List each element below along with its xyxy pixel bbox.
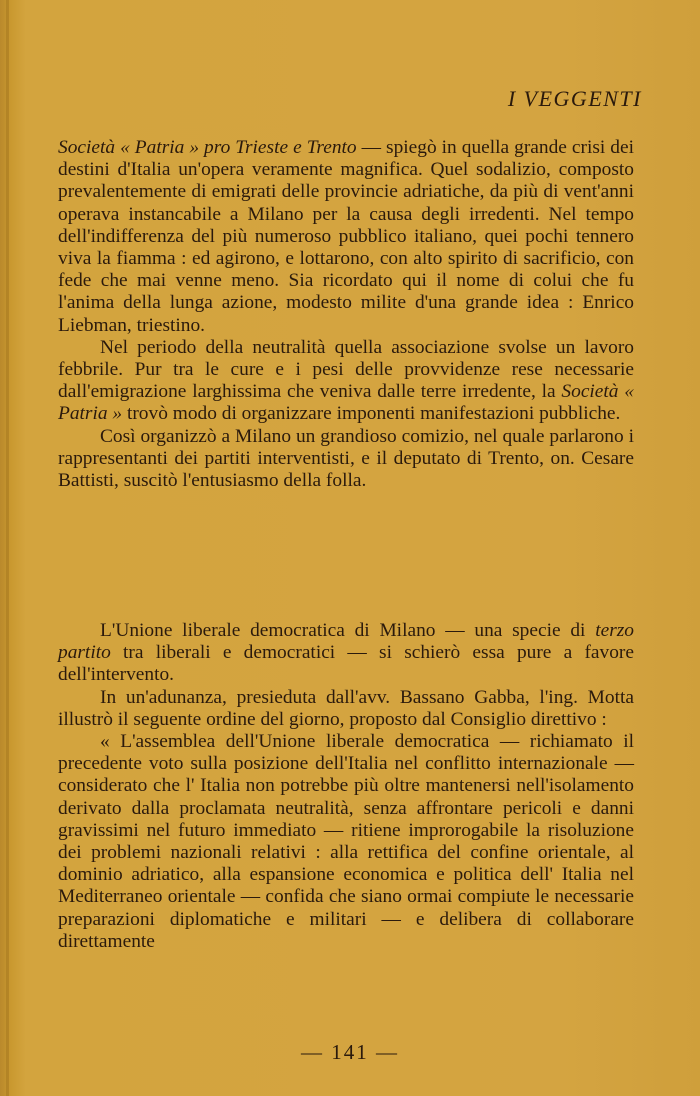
paragraph-unione [58,620,634,687]
paragraph-text: tra liberali e democratici — si schierò essa pure a favore dell'intervento. [58,642,634,686]
paragraph-comizio [58,426,634,493]
binding-gutter [6,0,9,1096]
text-block-patria [58,137,634,492]
paragraph-patria-intro [58,137,634,337]
paragraph-neutrality [58,337,634,426]
italic-terzo-partito: terzo partito [58,620,634,664]
paragraph-text: « L'assemblea dell'Unione liberale democratica — richiamato il precedente voto sulla posizione dell'Italia nel conflitto internazionale — considerato che l' Italia non potrebbe più oltre mantenersi nell'isolamento derivato dalla proclamata neutralità, senza affrontare pericoli e danni gravissimi nel futuro immediato — ritiene improrogabile la risoluzione dei problemi nazionali relativi : alla rettifica del confine orientale, al dominio adriatico, alla espansione economica e politica dell' Italia nel Mediterraneo orientale — confida che siano ormai compiute le necessarie preparazioni diplomatiche e militari — e delibera di collaborare direttamente [58,731,634,952]
text-block-unione [58,620,634,953]
paragraph-adunanza [58,687,634,731]
paragraph-text: — spiegò in quella grande crisi dei destini d'Italia un'opera veramente magnifica. Quel sodalizio, composto prevalentemente di emigrati delle provincie adriatiche, da più di vent'anni operava instancabile a Milano per la causa degli irredenti. Nel tempo dell'indifferenza del più numeroso pubblico italiano, quei pochi tennero viva la fiamma : ed agirono, e lottarono, con alto spirito di sacrificio, con fede che mai venne meno. Sia ricordato qui il nome di colui che fu l'anima della lunga azione, modesto milite d'una grande idea : Enrico Liebman, triestino. [58,137,634,336]
paragraph-text: Così organizzò a Milano un grandioso comizio, nel quale parlarono i rappresentanti dei partiti interventisti, e il deputato di Trento, on. Cesare Battisti, suscitò l'entusiasmo della folla. [58,425,634,492]
running-header: I VEGGENTI [507,86,642,111]
italic-society-name: Società « Patria » pro Trieste e Trento [58,137,357,158]
paragraph-text: In un'adunanza, presieduta dall'avv. Bassano Gabba, l'ing. Motta illustrò il seguente ordine del giorno, proposto dal Consiglio direttivo : [58,686,634,730]
paragraph-text: L'Unione liberale democratica di Milano — una specie di [100,620,596,641]
italic-society-name: Società « Patria » [58,381,634,425]
paragraph-ordine-del-giorno [58,731,634,953]
page-number: — 141 — [301,1040,399,1064]
paragraph-text: trovò modo di organizzare imponenti manifestazioni pubbliche. [122,403,621,425]
paragraph-text: Nel periodo della neutralità quella associazione svolse un lavoro febbrile. Pur tra le cure e i pesi delle provvidenze rese necessarie dall'emigrazione larghissima che veniva dalle terre irredente, la [58,336,634,403]
